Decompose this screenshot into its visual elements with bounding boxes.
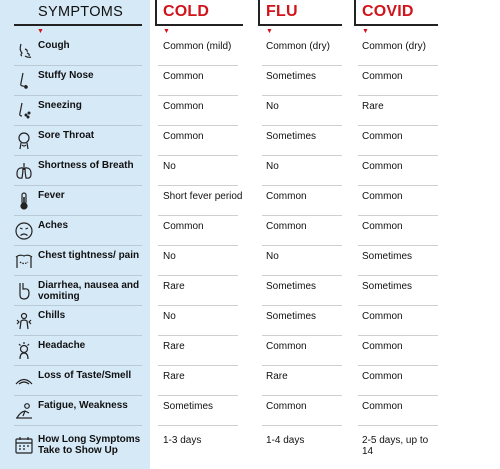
chest-icon [14, 251, 34, 271]
flu-header-rule [258, 24, 342, 26]
table-row [0, 336, 500, 366]
chills-icon [14, 311, 34, 331]
flu-value: Sometimes [266, 71, 317, 82]
table-row [0, 36, 500, 66]
flu-value: Common [266, 191, 307, 202]
covid-value: Sometimes [362, 251, 413, 262]
flu-value: Common [266, 341, 307, 352]
covid-value: Common [362, 161, 403, 172]
symptom-label: Diarrhea, nausea and vomiting [38, 280, 140, 302]
flu-value: No [266, 101, 279, 112]
symptoms-header [14, 0, 142, 26]
sad-face-icon [14, 221, 34, 241]
cold-value: No [163, 161, 176, 172]
symptoms-header-rule [14, 24, 142, 26]
symptom-label: Stuffy Nose [38, 70, 94, 81]
symptom-label: Headache [38, 340, 86, 351]
cold-header-rule [155, 24, 243, 26]
tongue-icon [14, 371, 34, 391]
symptom-label: Loss of Taste/Smell [38, 370, 132, 381]
covid-arrow-icon: ▼ [362, 28, 369, 35]
cold-value: Rare [163, 341, 185, 352]
symptom-label: Chest tightness/ pain [38, 250, 140, 261]
covid-value: Common [362, 131, 403, 142]
cold-value: Short fever period [163, 191, 243, 202]
symptom-label: How Long Symptoms Take to Show Up [38, 434, 141, 456]
stomach-icon [14, 281, 34, 301]
symptom-label: Fever [38, 190, 65, 201]
cold-value: Common [163, 131, 204, 142]
nose-breath-icon [14, 41, 34, 61]
covid-value: Common [362, 191, 403, 202]
flu-header-label: FLU [266, 3, 298, 20]
row-divider [14, 425, 142, 426]
flu-value: No [266, 161, 279, 172]
flu-value: Common [266, 221, 307, 232]
cold-value: Rare [163, 281, 185, 292]
covid-value: Common [362, 221, 403, 232]
flu-arrow-icon: ▼ [266, 28, 273, 35]
flu-value: Sometimes [266, 281, 317, 292]
covid-value: Common [362, 371, 403, 382]
symptom-label: Sneezing [38, 100, 82, 111]
row-divider [262, 425, 342, 426]
covid-value: Common [362, 311, 403, 322]
cold-value: Common (mild) [163, 41, 232, 52]
flu-value: Sometimes [266, 131, 317, 142]
nose-icon [14, 71, 34, 91]
table-row [0, 126, 500, 156]
calendar-icon [14, 435, 34, 455]
flu-value: Common [266, 401, 307, 412]
flu-value: No [266, 251, 279, 262]
cold-header [163, 0, 251, 26]
table-row [0, 156, 500, 186]
symptoms-arrow-icon: ▼ [37, 28, 44, 35]
table-row [0, 96, 500, 126]
symptom-label: Sore Throat [38, 130, 95, 141]
flu-header-divider [258, 0, 260, 26]
cold-value: Common [163, 71, 204, 82]
cold-value: Sometimes [163, 401, 214, 412]
symptom-label: Chills [38, 310, 66, 321]
cold-header-label: COLD [163, 3, 210, 20]
table-row [0, 66, 500, 96]
table-row [0, 430, 500, 460]
throat-icon [14, 131, 34, 151]
symptom-label: Fatigue, Weakness [38, 400, 128, 411]
symptom-label: Cough [38, 40, 70, 51]
covid-value: Common [362, 401, 403, 412]
covid-value: 2-5 days, up to 14 [362, 435, 429, 457]
cold-header-divider [155, 0, 157, 26]
covid-value: Common [362, 71, 403, 82]
symptoms-header-label: SYMPTOMS [38, 4, 124, 20]
cold-value: Common [163, 221, 204, 232]
cold-value: No [163, 251, 176, 262]
flu-header [266, 0, 354, 26]
covid-value: Rare [362, 101, 384, 112]
cold-value: Common [163, 101, 204, 112]
cold-value: 1-3 days [163, 435, 202, 446]
row-divider [158, 425, 238, 426]
flu-value: Common (dry) [266, 41, 330, 52]
row-divider [358, 425, 438, 426]
cold-value: No [163, 311, 176, 322]
symptom-label: Shortness of Breath [38, 160, 134, 171]
table-row [0, 396, 500, 426]
flu-value: Sometimes [266, 311, 317, 322]
fatigue-icon [14, 401, 34, 421]
table-row [0, 366, 500, 396]
covid-header [362, 0, 450, 26]
table-row [0, 246, 500, 276]
flu-value: Rare [266, 371, 288, 382]
covid-header-label: COVID [362, 3, 414, 20]
covid-value: Common [362, 341, 403, 352]
covid-header-divider [354, 0, 356, 26]
covid-value: Common (dry) [362, 41, 426, 52]
cold-arrow-icon: ▼ [163, 28, 170, 35]
flu-value: 1-4 days [266, 435, 305, 446]
headache-icon [14, 341, 34, 361]
symptom-label: Aches [38, 220, 69, 231]
table-row [0, 306, 500, 336]
thermometer-icon [14, 191, 34, 211]
sneeze-icon [14, 101, 34, 121]
covid-value: Sometimes [362, 281, 413, 292]
covid-header-rule [354, 24, 438, 26]
table-row [0, 186, 500, 216]
table-row [0, 276, 500, 306]
cold-value: Rare [163, 371, 185, 382]
table-row [0, 216, 500, 246]
lungs-icon [14, 161, 34, 181]
